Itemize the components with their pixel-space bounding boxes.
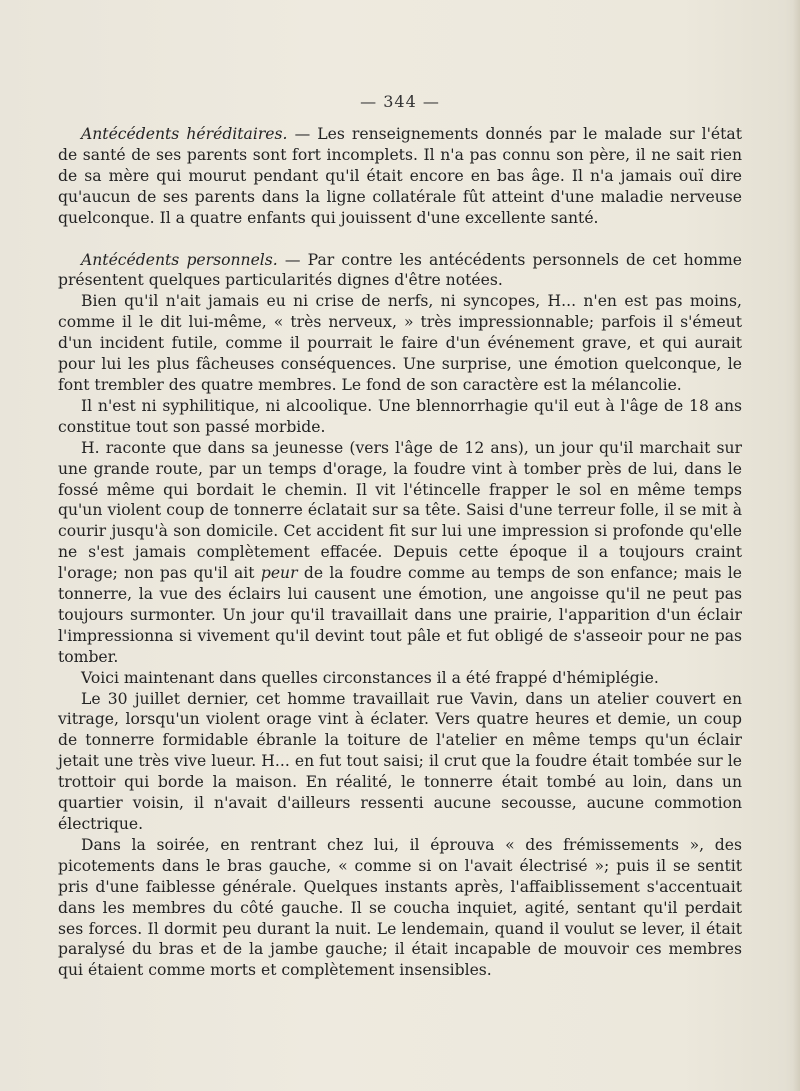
body-text [58,124,742,981]
hereditary-text: — Les renseignements donnés par le malade sur l'état de santé de ses parents sont fort incomplets. Il n'a pas connu son père, il ne sait rien de sa mère qui mourut pendant qu'il était encore en bas âge. Il n'a jamais ouï dire qu'aucun de ses parents dans la ligne collatérale fût atteint d'une maladie nerveuse quelconque. Il a quatre enfants qui jouissent d'une excellente santé. [58,125,742,227]
childhood-text-b: de la foudre comme au temps de son enfance; mais le tonnerre, la vue des éclairs lui causent une émotion, une angoisse qu'il ne peut pas toujours surmonter. Un jour qu'il travaillait dans une prairie, l'apparition d'un éclair l'impressionna si vivement qu'il devint tout pâle et fut obligé de s'asseoir pour ne pas tomber. [58,564,742,666]
paragraph-storm-event: Le 30 juillet dernier, cet homme travaillait rue Vavin, dans un atelier couvert en vitrage, lorsqu'un violent orage vint à éclater. Vers quatre heures et demie, un coup de tonnerre formidable ébranle la toiture de l'atelier en même temps qu'un éclair jetait une très vive lueur. H... en fut tout saisi; il crut que la foudre était tombée sur le trottoir qui borde la maison. En réalité, le tonnerre était tombé au loin, dans un quartier voisin, il n'avait d'ailleurs ressenti aucune secousse, aucune commotion électrique. [58,689,742,833]
childhood-text-a: H. raconte que dans sa jeunesse (vers l'âge de 12 ans), un jour qu'il marchait sur une grande route, par un temps d'orage, la foudre vint à tomber près de lui, dans le fossé même qui bordait le chemin. Il vit l'étincelle frapper le sol en même temps qu'un violent coup de tonnerre éclatait sur sa tête. Saisi d'une terreur folle, il se mit à courir jusqu'à son domicile. Cet accident fit sur lui une impression si profonde qu'elle ne s'est jamais complètement effacée. Depuis cette époque il a toujours craint l'orage; non pas qu'il ait [58,438,742,583]
page-number: — 344 — [360,92,440,111]
paragraph-hereditary-history [58,124,742,229]
paragraph-morbid-past: Il n'est ni syphilitique, ni alcoolique. Une blennorrhagie qu'il eut à l'âge de 18 ans constitue tout son passé morbide. [58,396,742,436]
personal-text: — Par contre les antécédents personnels de cet homme présentent quelques particularités dignes d'être notées. [58,250,742,290]
paragraph-personal-history [58,250,742,292]
paragraph-childhood-lightning [58,438,742,668]
page-edge-shadow [784,0,800,1091]
paragraph-paralysis-onset: Dans la soirée, en rentrant chez lui, il éprouva « des frémissements », des picotements dans le bras gauche, « comme si on l'avait électrisé »; puis il se sentit pris d'une faiblesse générale. Quelques instants après, l'affaiblissement s'accentuait dans les membres du côté gauche. Il se coucha inquiet, agité, sentant qu'il perdait ses forces. Il dormit peu durant la nuit. Le lendemain, quand il voulut se lever, il était paralysé du bras et de la jambe gauche; il était incapable de mouvoir ces membres qui étaient comme morts et complètement insensibles. [58,835,742,980]
section-heading-hereditary: Antécédents héréditaires. [81,125,288,143]
paragraph-nervous-temperament: Bien qu'il n'ait jamais eu ni crise de nerfs, ni syncopes, H... n'en est pas moins, comme il le dit lui-même, « très nerveux, » très impressionnable; parfois il s'émeut d'un incident futile, comme il pourrait le faire d'un événement grave, et qui aurait pour lui les plus fâcheuses conséquences. Une surprise, une émotion quelconque, le font trembler des quatre membres. Le fond de son caractère est la mélancolie. [58,292,742,394]
section-heading-personal: Antécédents personnels. [81,250,278,269]
childhood-emphasis: peur [260,564,298,583]
paragraph-hemiplegia-intro: Voici maintenant dans quelles circonstances il a été frappé d'hémiplégie. [81,668,659,687]
